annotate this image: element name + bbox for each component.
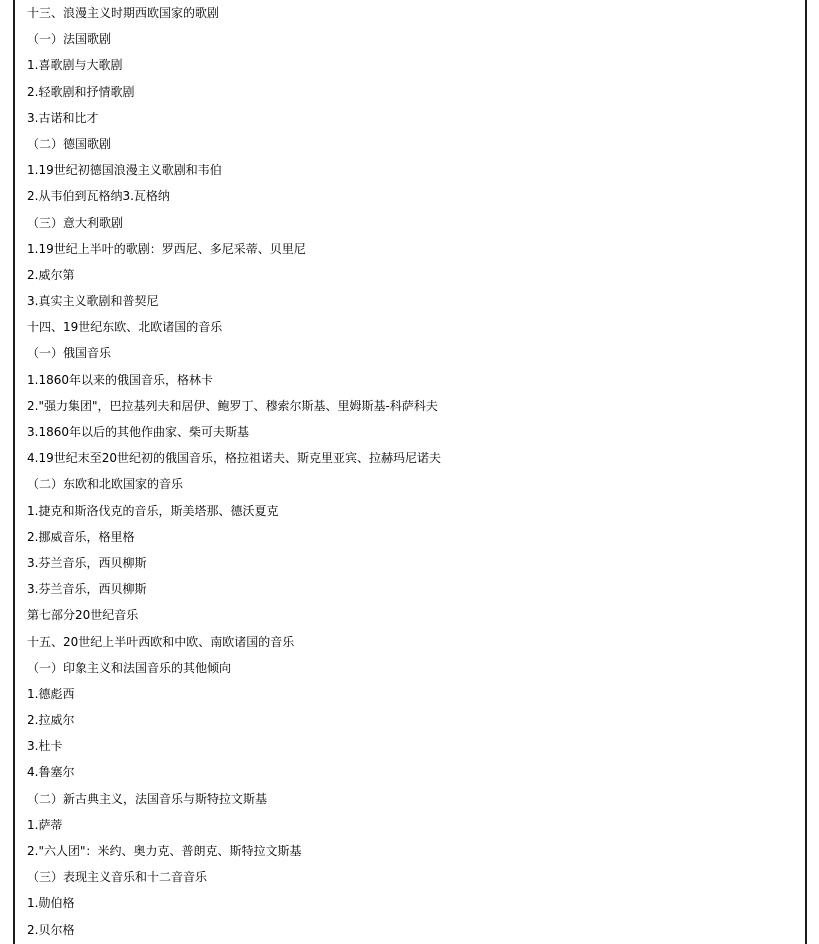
section-heading: 十四、19世纪东欧、北欧诸国的音乐 (27, 320, 223, 335)
list-item: 3.真实主义歌剧和普契尼 (27, 294, 159, 309)
list-item: 1.喜歌剧与大歌剧 (27, 58, 123, 73)
list-item: 4.19世纪末至20世纪初的俄国音乐，格拉祖诺夫、斯克里亚宾、拉赫玛尼诺夫 (27, 451, 441, 466)
part-heading: 第七部分20世纪音乐 (27, 608, 139, 623)
subsection-heading: （一）印象主义和法国音乐的其他倾向 (27, 660, 232, 675)
list-item: 3.芬兰音乐，西贝柳斯 (27, 555, 147, 570)
section-heading: 十三、浪漫主义时期西欧国家的歌剧 (27, 6, 220, 20)
right-border-line (805, 0, 807, 944)
list-item: 1.德彪西 (27, 686, 75, 701)
outline-list (27, 0, 797, 943)
left-border-line (13, 0, 15, 944)
list-item: 2.拉威尔 (27, 713, 75, 728)
subsection-heading: （一）法国歌剧 (27, 32, 112, 47)
list-item: 3.1860年以后的其他作曲家、柴可夫斯基 (27, 425, 249, 439)
list-item: 1.捷克和斯洛伐克的音乐，斯美塔那、德沃夏克 (27, 503, 279, 518)
subsection-heading: （二）新古典主义，法国音乐与斯特拉文斯基 (27, 791, 268, 806)
list-item: 2.贝尔格 (27, 922, 75, 937)
list-item: 3.古诺和比才 (27, 110, 99, 125)
list-item: 3.杜卡 (27, 739, 63, 754)
list-item: 2.挪威音乐，格里格 (27, 529, 135, 544)
subsection-heading: （二）东欧和北欧国家的音乐 (27, 477, 184, 492)
list-item: 1.19世纪初德国浪漫主义歌剧和韦伯 (27, 163, 222, 178)
subsection-heading: （一）俄国音乐 (27, 346, 112, 361)
subsection-heading: （三）意大利歌剧 (27, 215, 124, 230)
list-item: 4.鲁塞尔 (27, 765, 75, 780)
subsection-heading: （二）德国歌剧 (27, 136, 112, 151)
list-item: 2.轻歌剧和抒情歌剧 (27, 84, 135, 99)
list-item: 2."六人团"：米约、奥力克、普朗克、斯特拉文斯基 (27, 844, 302, 858)
subsection-heading: （三）表现主义音乐和十二音音乐 (27, 870, 208, 885)
list-item: 1.萨蒂 (27, 817, 63, 832)
list-item: 2.从韦伯到瓦格纳3.瓦格纳 (27, 189, 170, 204)
list-item: 2."强力集团"，巴拉基列夫和居伊、鲍罗丁、穆索尔斯基、里姆斯基-科萨科夫 (27, 398, 438, 413)
section-heading: 十五、20世纪上半叶西欧和中欧、南欧诸国的音乐 (27, 634, 295, 649)
list-item: 1.勋伯格 (27, 896, 75, 911)
list-item: 1.19世纪上半叶的歌剧：罗西尼、多尼采蒂、贝里尼 (27, 241, 306, 256)
list-item: 3.芬兰音乐，西贝柳斯 (27, 582, 147, 597)
list-item: 2.威尔第 (27, 267, 75, 282)
list-item: 1.1860年以来的俄国音乐，格林卡 (27, 372, 213, 387)
